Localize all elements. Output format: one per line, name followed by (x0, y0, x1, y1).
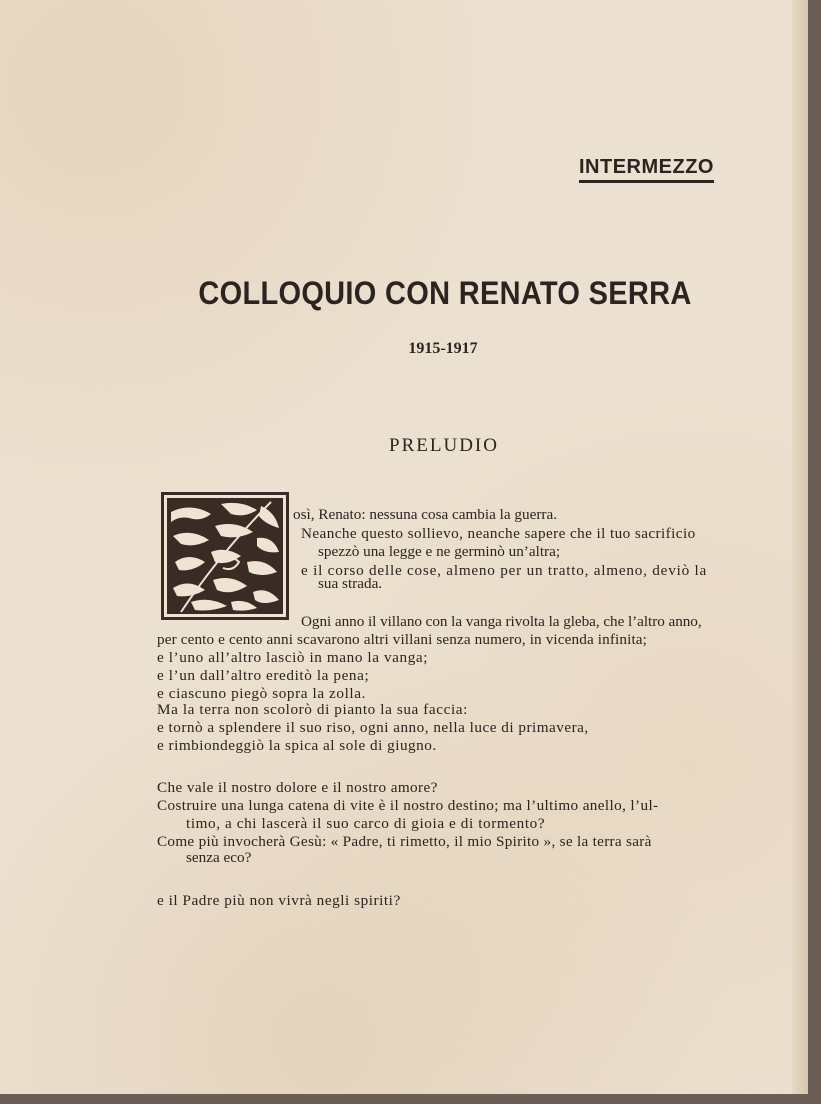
verse-line: senza eco? (186, 849, 252, 866)
verse-line: timo, a chi lascerà il suo carco di gioia e di tormento? (186, 815, 546, 832)
verse-line: Ma la terra non scolorò di pianto la sua faccia: (157, 701, 468, 718)
verse-line: e il corso delle cose, almeno per un tratto, almeno, deviò la (301, 562, 708, 579)
subtitle: PRELUDIO (389, 435, 499, 456)
verse-line: Che vale il nostro dolore e il nostro amore? (157, 779, 438, 796)
verse-line: Neanche questo sollievo, neanche sapere che il tuo sacrificio (301, 525, 696, 542)
page-title: COLLOQUIO CON RENATO SERRA (198, 276, 692, 312)
years: 1915-1917 (408, 340, 478, 357)
verse-line: spezzò una legge e ne germinò un’altra; (318, 543, 561, 560)
decorated-initial-c-icon (161, 492, 289, 620)
verse-line: e ciascuno piegò sopra la zolla. (157, 685, 366, 702)
section-label: INTERMEZZO (579, 156, 714, 183)
verse-line: e tornò a splendere il suo riso, ogni anno, nella luce di primavera, (157, 719, 589, 736)
verse-line: e il Padre più non vivrà negli spiriti? (157, 892, 401, 909)
verse-line: osì, Renato: nessuna cosa cambia la guerra. (293, 506, 558, 523)
verse-line: Ogni anno il villano con la vanga rivolta la gleba, che l’altro anno, (301, 613, 702, 630)
verse-line: Costruire una lunga catena di vite è il nostro destino; ma l’ultimo anello, l’ul- (157, 797, 659, 814)
verse-line: sua strada. (318, 575, 383, 592)
verse-line: e l’un dall’altro ereditò la pena; (157, 667, 370, 684)
page-edge (792, 0, 808, 1094)
verse-line: Come più invocherà Gesù: « Padre, ti rimetto, il mio Spirito », se la terra sarà (157, 833, 652, 850)
verse-line: per cento e cento anni scavarono altri villani senza numero, in vicenda infinita; (157, 631, 648, 648)
verse-line: e l’uno all’altro lasciò in mano la vanga; (157, 649, 429, 666)
verse-line: e rimbiondeggiò la spica al sole di giugno. (157, 737, 437, 754)
